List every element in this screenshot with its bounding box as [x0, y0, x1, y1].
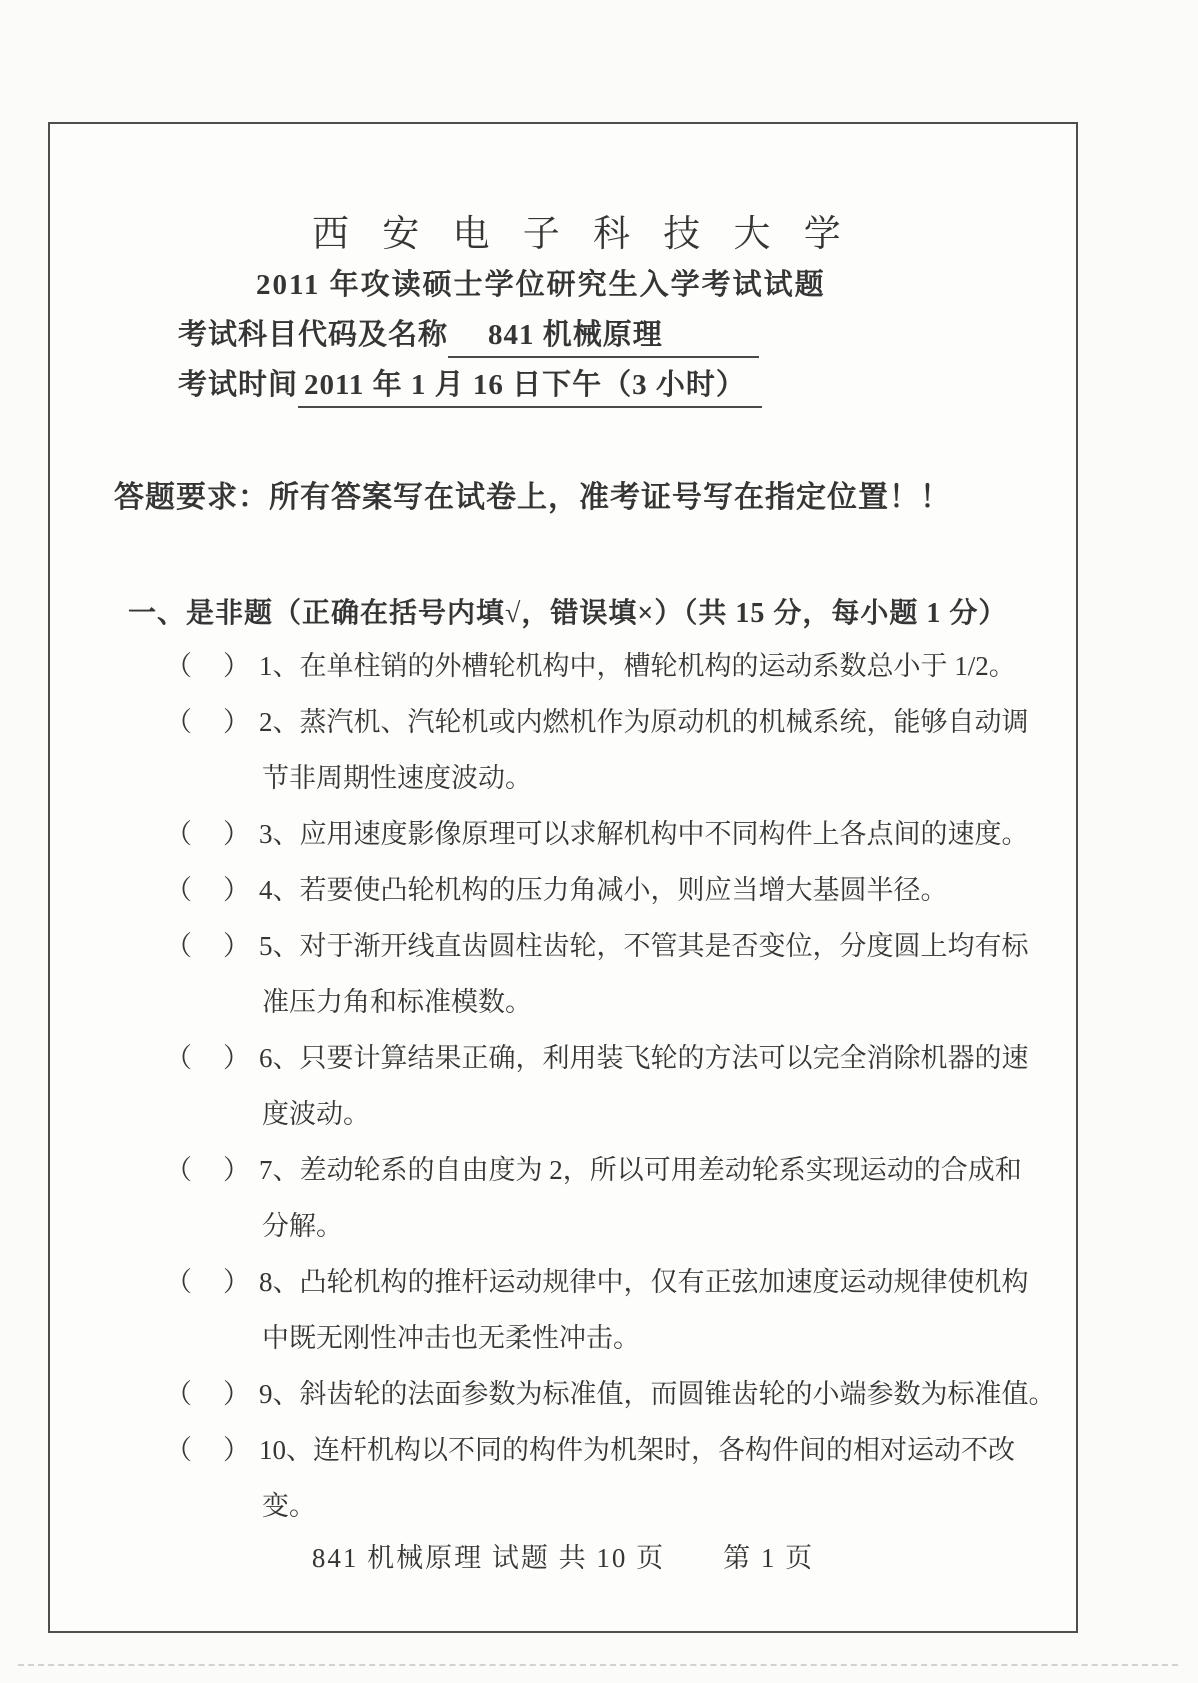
question-number: 4、 [259, 875, 300, 905]
question-continuation-line [50, 1310, 1076, 1366]
question-text: 分解。 [262, 1211, 343, 1241]
answer-bracket: （ ） [165, 1155, 252, 1185]
question-text: 在单柱销的外槽轮机构中，槽轮机构的运动系数总小于 1/2。 [299, 651, 1016, 681]
answer-bracket: （ ） [165, 1043, 252, 1073]
answer-bracket: （ ） [165, 1267, 252, 1297]
true-false-question [50, 862, 1076, 918]
question-text: 斜齿轮的法面参数为标准值，而圆锥齿轮的小端参数为标准值。 [299, 1379, 1056, 1409]
true-false-question [50, 806, 1076, 862]
question-first-line [50, 1422, 1076, 1478]
subject-label: 考试科目代码及名称 [178, 319, 449, 351]
page-footer: 841 机械原理 试题 共 10 页 第 1 页 [311, 1543, 815, 1573]
true-false-question [50, 694, 1076, 806]
exam-page-frame [48, 122, 1078, 1633]
question-continuation-line [50, 750, 1076, 806]
question-number: 3、 [259, 819, 300, 849]
true-false-question [50, 1422, 1076, 1534]
question-text: 差动轮系的自由度为 2，所以可用差动轮系实现运动的合成和 [299, 1155, 1022, 1185]
question-number: 5、 [259, 931, 300, 961]
question-first-line [50, 862, 1076, 918]
question-text: 只要计算结果正确，利用装飞轮的方法可以完全消除机器的速 [299, 1043, 1029, 1073]
exam-time-line [50, 360, 1076, 410]
question-first-line [50, 694, 1076, 750]
question-number: 8、 [259, 1267, 300, 1297]
question-text: 对于渐开线直齿圆柱齿轮，不管其是否变位，分度圆上均有标 [299, 931, 1029, 961]
question-number: 1、 [259, 651, 300, 681]
question-first-line [50, 1366, 1076, 1422]
question-number: 9、 [259, 1379, 300, 1409]
question-continuation-line [50, 1086, 1076, 1142]
question-text: 度波动。 [262, 1099, 370, 1129]
answer-bracket: （ ） [165, 1379, 252, 1409]
question-text: 蒸汽机、汽轮机或内燃机作为原动机的机械系统，能够自动调 [299, 707, 1029, 737]
question-text: 节非周期性速度波动。 [262, 763, 532, 793]
true-false-question [50, 1366, 1076, 1422]
section-1-heading: 一、是非题（正确在括号内填√，错误填×）（共 15 分，每小题 1 分） [128, 598, 1008, 629]
scan-artifact-line [18, 1664, 1178, 1666]
question-continuation-line [50, 974, 1076, 1030]
exam-year-title: 2011 年攻读硕士学位研究生入学考试试题 [256, 269, 826, 301]
question-text: 变。 [262, 1491, 316, 1521]
true-false-question [50, 638, 1076, 694]
question-text: 应用速度影像原理可以求解机构中不同构件上各点间的速度。 [299, 819, 1029, 849]
answer-bracket: （ ） [165, 875, 252, 905]
true-false-question [50, 918, 1076, 1030]
answer-bracket: （ ） [165, 931, 252, 961]
true-false-question [50, 1254, 1076, 1366]
question-number: 7、 [259, 1155, 300, 1185]
true-false-question [50, 1142, 1076, 1254]
question-text: 准压力角和标准模数。 [262, 987, 532, 1017]
question-number: 2、 [259, 707, 300, 737]
question-continuation-line [50, 1198, 1076, 1254]
subject-value: 841 机械原理 [448, 317, 759, 358]
question-first-line [50, 1142, 1076, 1198]
question-text: 中既无刚性冲击也无柔性冲击。 [262, 1323, 640, 1353]
question-number: 10、 [259, 1435, 313, 1465]
question-first-line [50, 1030, 1076, 1086]
subject-line [50, 310, 1076, 360]
question-first-line [50, 918, 1076, 974]
question-text: 若要使凸轮机构的压力角减小，则应当增大基圆半径。 [299, 875, 948, 905]
exam-time-label: 考试时间 [178, 369, 299, 401]
question-continuation-line [50, 1478, 1076, 1534]
question-text: 凸轮机构的推杆运动规律中，仅有正弦加速度运动规律使机构 [299, 1267, 1029, 1297]
true-false-question-list [50, 638, 1076, 1534]
question-first-line [50, 1254, 1076, 1310]
answer-bracket: （ ） [165, 1435, 252, 1465]
question-first-line [50, 638, 1076, 694]
university-title: 西 安 电 子 科 技 大 学 [312, 214, 853, 255]
question-first-line [50, 806, 1076, 862]
question-number: 6、 [259, 1043, 300, 1073]
answer-bracket: （ ） [165, 707, 252, 737]
answer-requirement-notice: 答题要求：所有答案写在试卷上，准考证号写在指定位置！！ [114, 481, 951, 514]
true-false-question [50, 1030, 1076, 1142]
answer-bracket: （ ） [165, 819, 252, 849]
question-text: 连杆机构以不同的构件为机架时，各构件间的相对运动不改 [313, 1435, 1015, 1465]
exam-time-value: 2011 年 1 月 16 日下午（3 小时） [298, 367, 762, 408]
exam-header [50, 210, 1076, 410]
answer-bracket: （ ） [165, 651, 252, 681]
